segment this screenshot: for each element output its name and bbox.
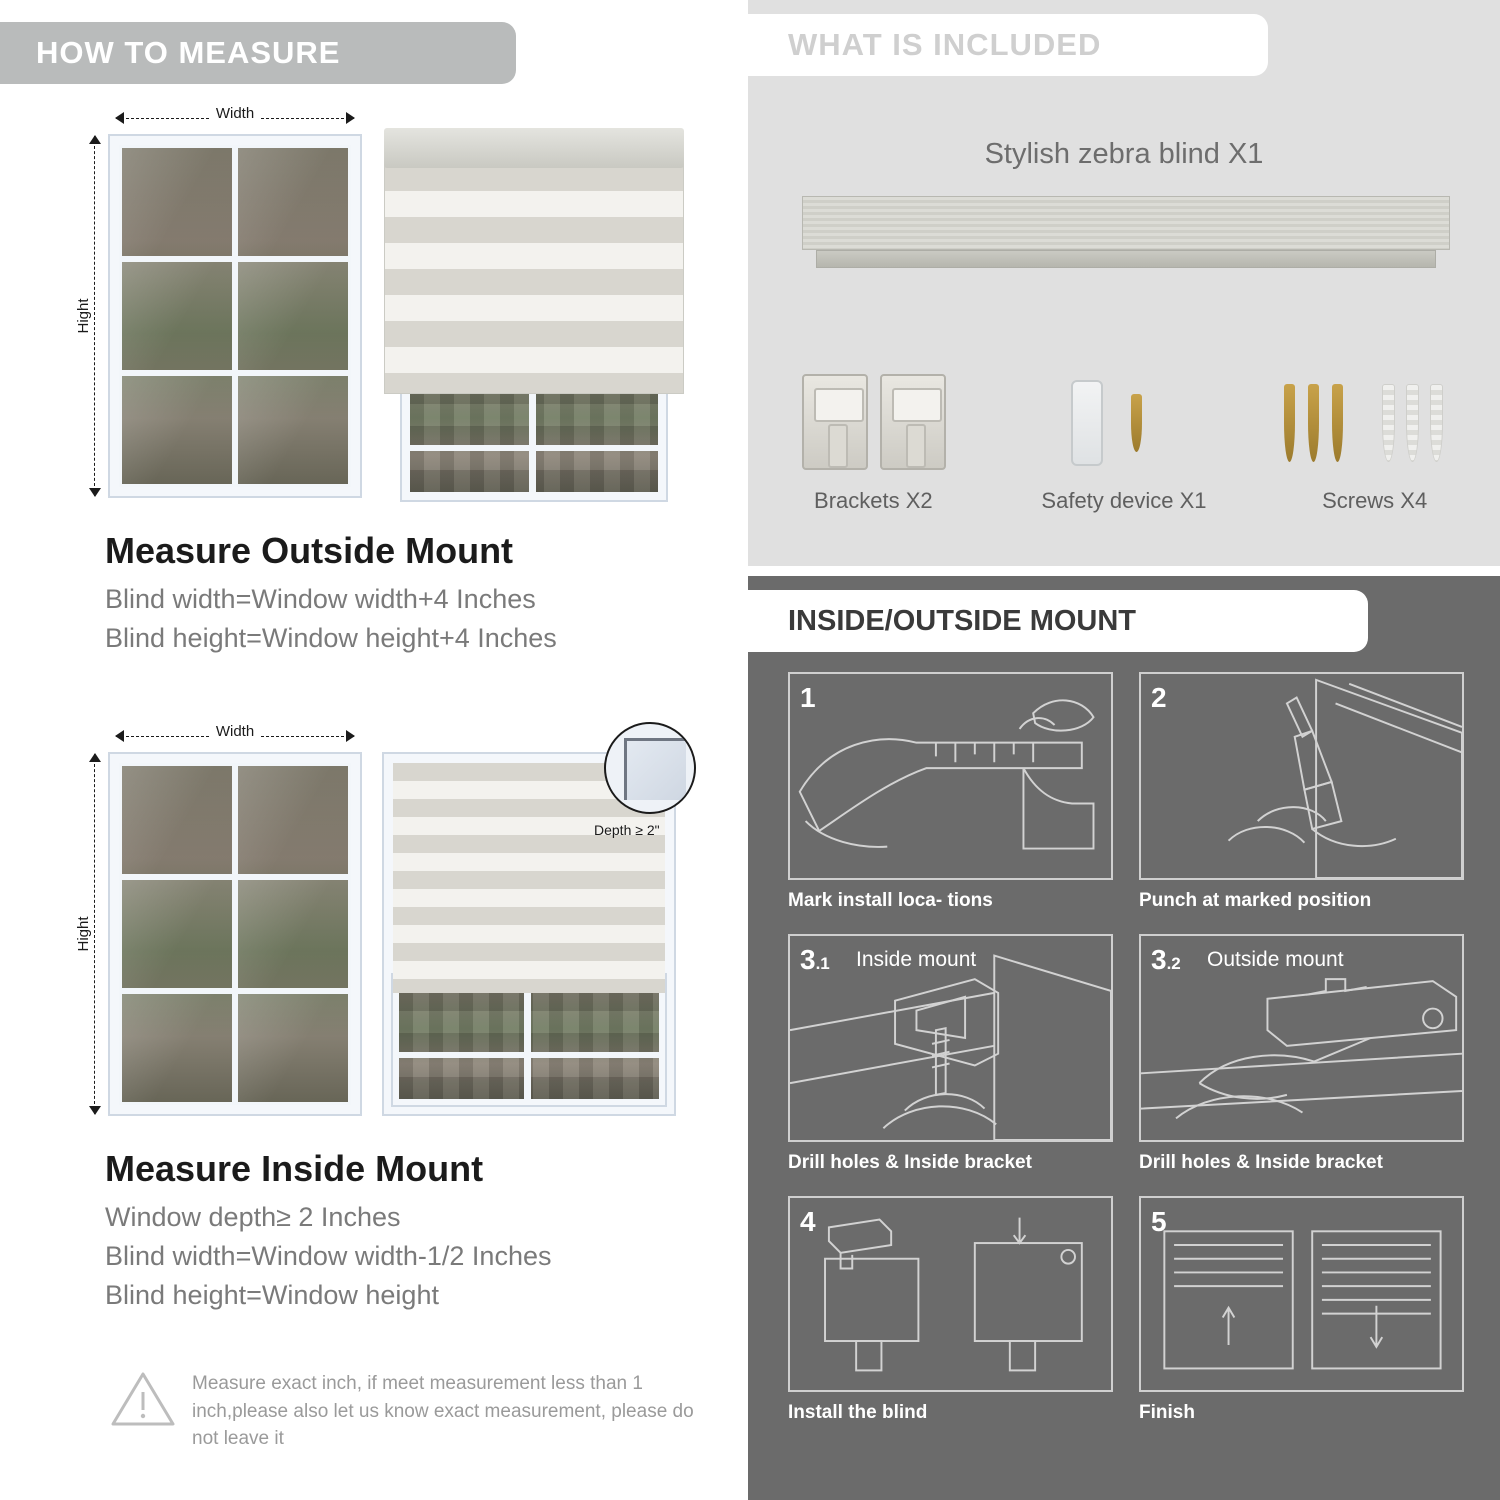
screws-art [1270,356,1480,476]
depth-caption: Depth ≥ 2" [594,822,660,838]
blind-headrail-outside [384,128,684,168]
screw-icon [1131,394,1142,452]
height-dimension-line [94,754,95,1114]
inside-height-dimension [66,754,114,1114]
outside-mount-heading: Measure Outside Mount [105,530,514,571]
step-3-2-number-sub: .2 [1166,954,1181,973]
zebra-blind-headrail-art [802,196,1450,268]
step-3-1 [788,934,1113,1174]
inside-width-label: Width [210,723,260,740]
window-pane-grid [119,763,351,1105]
outside-mount-illustration [66,105,706,512]
step-1-art [788,672,1113,880]
inside-outside-mount-panel [748,576,1500,1500]
screws-label: Screws X4 [1322,488,1428,513]
window-pane [235,877,351,991]
safety-device-art [1019,356,1229,476]
step-3-2-art [1139,934,1464,1142]
inside-height-label: Hight [75,912,92,955]
screw-icon [1332,384,1343,462]
step-3-2 [1139,934,1464,1174]
step-2-number: 2 [1151,682,1167,713]
window-pane-grid [119,145,351,487]
width-arrow-left-icon [115,730,124,742]
step-5 [1139,1196,1464,1424]
wall-anchor-icon [1430,384,1443,462]
window-pane [119,763,235,877]
outside-mount-line1: Blind width=Window width+4 Inches [105,584,536,614]
outside-height-label: Hight [75,294,92,337]
step-3-1-number-sub: .1 [815,954,830,973]
window-pane [119,259,235,373]
outside-width-dimension [116,105,354,138]
depth-detail-corner [624,738,686,800]
height-arrow-bottom-icon [89,488,101,497]
how-to-measure-column [0,0,740,1500]
step-5-art [1139,1196,1464,1392]
included-part-brackets [768,356,978,514]
outside-mount-text [105,516,725,658]
wall-anchor-icon [1382,384,1395,462]
height-arrow-bottom-icon [89,1106,101,1115]
step-3-1-art [788,934,1113,1142]
outside-width-label: Width [210,105,260,122]
inside-mount-line2: Blind width=Window width-1/2 Inches [105,1241,552,1272]
step-1-caption: Mark install loca- tions [788,890,993,911]
what-is-included-tab: WHAT IS INCLUDED [748,14,1268,76]
headrail-top [802,196,1450,250]
inside-width-dimension [116,723,354,756]
step-2 [1139,672,1464,912]
step-4 [788,1196,1113,1424]
included-parts-row [748,356,1500,514]
window-pane [235,145,351,259]
how-to-measure-banner: HOW TO MEASURE [0,22,516,84]
step-5-caption: Finish [1139,1402,1195,1423]
window-pane [119,877,235,991]
step-4-caption: Install the blind [788,1402,928,1423]
screw-icon [1308,384,1319,462]
step-4-number: 4 [800,1206,816,1237]
included-product-title: Stylish zebra blind X1 [984,138,1264,170]
included-part-screws [1270,356,1480,514]
window-pane [235,373,351,487]
width-arrow-left-icon [115,112,124,124]
window-mullion [524,981,531,1099]
lower-window-inside [393,975,665,1105]
right-column [748,0,1500,1500]
warning-icon [110,1370,176,1428]
step-3-2-inline-label: Outside mount [1207,948,1344,971]
height-dimension-line [94,136,95,496]
step-1-number: 1 [800,682,816,713]
step-3-1-inline-label: Inside mount [856,948,977,971]
step-4-art [788,1196,1113,1392]
inside-mount-line1: Window depth≥ 2 Inches [105,1202,401,1232]
included-part-safety-device [1019,356,1229,514]
height-arrow-top-icon [89,135,101,144]
depth-detail-circle [604,722,696,814]
window-pane [235,991,351,1105]
what-is-included-panel [748,0,1500,566]
headrail-bottom [816,250,1436,268]
measure-note [110,1370,700,1453]
step-3-2-number-main: 3 [1151,944,1167,975]
outside-mount-line2: Blind height=Window height+4 Inches [105,623,557,654]
inside-mount-illustration [66,723,706,1130]
width-arrow-right-icon [346,112,355,124]
outside-height-dimension [66,136,114,496]
brackets-label: Brackets X2 [814,488,933,513]
inside-mount-text [105,1134,725,1315]
brackets-art [768,356,978,476]
step-3-2-caption: Drill holes & Inside bracket [1139,1152,1383,1173]
installation-steps [788,672,1464,1424]
plain-window-outside [110,136,360,496]
wall-anchor-icon [1406,384,1419,462]
step-3-1-number-main: 3 [800,944,816,975]
blind-window-outside [384,128,684,500]
step-3-1-caption: Drill holes & Inside bracket [788,1152,1032,1173]
screw-icon [1284,384,1295,462]
window-mullion [399,1052,659,1058]
height-arrow-top-icon [89,753,101,762]
inside-mount-line3: Blind height=Window height [105,1280,439,1311]
bracket-icon [802,374,868,470]
window-pane [119,145,235,259]
step-1 [788,672,1113,912]
plain-window-inside [110,754,360,1114]
bracket-icon [880,374,946,470]
inside-outside-mount-tab: INSIDE/OUTSIDE MOUNT [748,590,1368,652]
window-pane [119,373,235,487]
window-pane [119,991,235,1105]
measure-note-text: Measure exact inch, if meet measurement less than 1 inch,please also let us know exact measurement, please do not leave it [192,1373,694,1450]
step-2-caption: Punch at marked position [1139,890,1372,911]
step-2-art [1139,672,1464,880]
zebra-fabric-outside [384,164,684,394]
width-arrow-right-icon [346,730,355,742]
window-pane [235,259,351,373]
window-mullion [410,445,658,451]
safety-device-label: Safety device X1 [1041,488,1207,513]
window-pane [235,763,351,877]
step-5-number: 5 [1151,1206,1167,1237]
inside-mount-heading: Measure Inside Mount [105,1148,484,1189]
safety-device-icon [1071,380,1103,466]
